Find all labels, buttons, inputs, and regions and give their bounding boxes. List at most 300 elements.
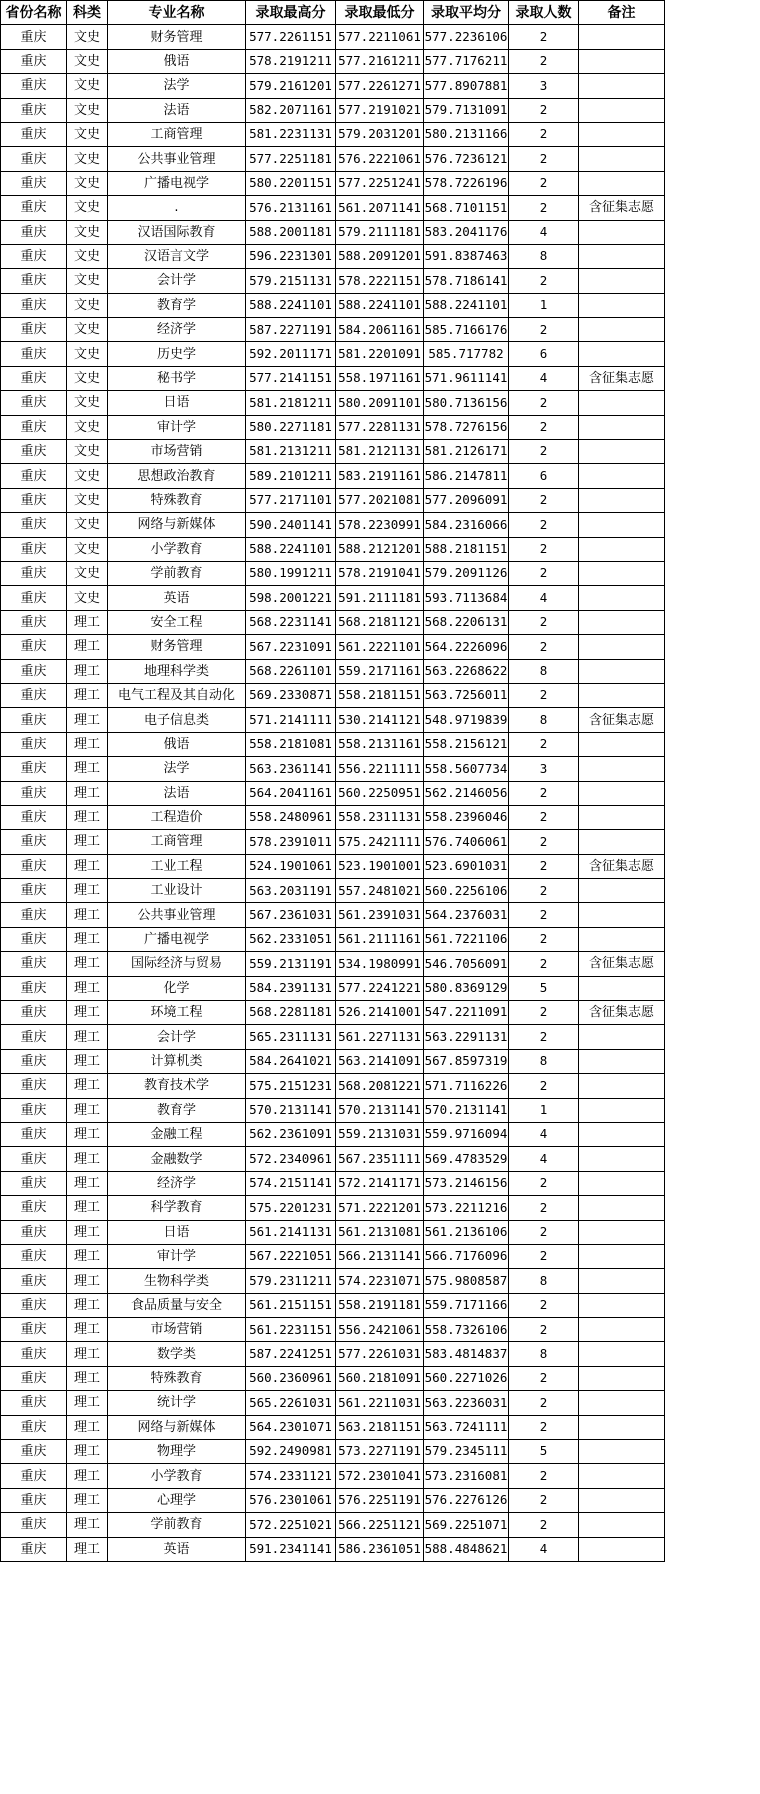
cell-max-score: 596.2231301 [246, 244, 336, 268]
table-row [1, 1293, 665, 1317]
cell-province: 重庆 [1, 854, 67, 878]
cell-major: 俄语 [108, 732, 246, 756]
cell-province: 重庆 [1, 1464, 67, 1488]
table-row [1, 1098, 665, 1122]
table-row [1, 1440, 665, 1464]
cell-avg-score: 564.2226096 [424, 635, 509, 659]
cell-major: 审计学 [108, 1244, 246, 1268]
cell-max-score: 576.2301061 [246, 1488, 336, 1512]
cell-min-score: 591.2111181 [336, 586, 424, 610]
cell-category: 文史 [67, 366, 108, 390]
table-row [1, 1415, 665, 1439]
cell-max-score: 568.2261101 [246, 659, 336, 683]
cell-max-score: 581.2181211 [246, 391, 336, 415]
cell-admitted-count: 2 [509, 415, 579, 439]
cell-admitted-count: 2 [509, 196, 579, 220]
cell-admitted-count: 2 [509, 1074, 579, 1098]
table-row [1, 879, 665, 903]
cell-major: 日语 [108, 1220, 246, 1244]
cell-note [579, 244, 665, 268]
table-row [1, 488, 665, 512]
cell-min-score: 556.2211111 [336, 757, 424, 781]
cell-avg-score: 568.2206131 [424, 610, 509, 634]
cell-admitted-count: 8 [509, 1269, 579, 1293]
header-min-score: 录取最低分 [336, 1, 424, 25]
cell-category: 文史 [67, 269, 108, 293]
cell-note [579, 903, 665, 927]
cell-max-score: 570.2131141 [246, 1098, 336, 1122]
cell-admitted-count: 2 [509, 488, 579, 512]
cell-category: 理工 [67, 708, 108, 732]
cell-min-score: 561.2131081 [336, 1220, 424, 1244]
cell-category: 文史 [67, 293, 108, 317]
cell-avg-score: 584.2316066 [424, 513, 509, 537]
cell-category: 文史 [67, 122, 108, 146]
cell-admitted-count: 2 [509, 1318, 579, 1342]
cell-category: 文史 [67, 244, 108, 268]
cell-max-score: 572.2340961 [246, 1147, 336, 1171]
cell-province: 重庆 [1, 25, 67, 49]
cell-category: 理工 [67, 1098, 108, 1122]
table-row [1, 1391, 665, 1415]
cell-admitted-count: 3 [509, 74, 579, 98]
cell-min-score: 526.2141001 [336, 1001, 424, 1025]
cell-avg-score: 563.2291131 [424, 1025, 509, 1049]
cell-category: 理工 [67, 1147, 108, 1171]
cell-province: 重庆 [1, 708, 67, 732]
cell-admitted-count: 8 [509, 244, 579, 268]
cell-category: 理工 [67, 1220, 108, 1244]
cell-max-score: 524.1901061 [246, 854, 336, 878]
cell-min-score: 570.2131141 [336, 1098, 424, 1122]
cell-note [579, 318, 665, 342]
cell-min-score: 577.2241221 [336, 976, 424, 1000]
cell-major: 秘书学 [108, 366, 246, 390]
cell-category: 文史 [67, 342, 108, 366]
cell-min-score: 578.2230991 [336, 513, 424, 537]
cell-major: 广播电视学 [108, 171, 246, 195]
table-row [1, 830, 665, 854]
cell-major: 市场营销 [108, 1318, 246, 1342]
cell-category: 理工 [67, 805, 108, 829]
cell-major: 汉语国际教育 [108, 220, 246, 244]
cell-province: 重庆 [1, 318, 67, 342]
header-note: 备注 [579, 1, 665, 25]
cell-admitted-count: 2 [509, 318, 579, 342]
table-row [1, 318, 665, 342]
cell-note: 含征集志愿 [579, 708, 665, 732]
cell-avg-score: 585.7166176 [424, 318, 509, 342]
cell-note [579, 391, 665, 415]
cell-province: 重庆 [1, 1269, 67, 1293]
cell-category: 文史 [67, 513, 108, 537]
table-row [1, 1220, 665, 1244]
table-row [1, 1001, 665, 1025]
cell-min-score: 577.2161211 [336, 49, 424, 73]
cell-admitted-count: 2 [509, 683, 579, 707]
table-row [1, 927, 665, 951]
cell-max-score: 581.2231131 [246, 122, 336, 146]
cell-avg-score: 576.7236121 [424, 147, 509, 171]
cell-max-score: 567.2361031 [246, 903, 336, 927]
table-row [1, 391, 665, 415]
cell-min-score: 559.2131031 [336, 1122, 424, 1146]
table-row [1, 805, 665, 829]
cell-note [579, 1415, 665, 1439]
cell-province: 重庆 [1, 1318, 67, 1342]
cell-province: 重庆 [1, 49, 67, 73]
cell-admitted-count: 2 [509, 147, 579, 171]
cell-category: 理工 [67, 830, 108, 854]
cell-note [579, 1513, 665, 1537]
table-row [1, 25, 665, 49]
cell-note [579, 171, 665, 195]
cell-avg-score: 547.2211091 [424, 1001, 509, 1025]
cell-avg-score: 563.7241111 [424, 1415, 509, 1439]
cell-avg-score: 561.2136106 [424, 1220, 509, 1244]
cell-max-score: 558.2480961 [246, 805, 336, 829]
cell-note [579, 1342, 665, 1366]
cell-admitted-count: 4 [509, 220, 579, 244]
cell-category: 文史 [67, 318, 108, 342]
cell-note [579, 1440, 665, 1464]
cell-max-score: 562.2361091 [246, 1122, 336, 1146]
cell-major: 教育技术学 [108, 1074, 246, 1098]
cell-province: 重庆 [1, 1025, 67, 1049]
cell-min-score: 558.2131161 [336, 732, 424, 756]
cell-note [579, 1098, 665, 1122]
cell-admitted-count: 2 [509, 781, 579, 805]
cell-note [579, 293, 665, 317]
cell-major: 数学类 [108, 1342, 246, 1366]
cell-max-score: 564.2301071 [246, 1415, 336, 1439]
cell-category: 理工 [67, 1464, 108, 1488]
cell-category: 文史 [67, 586, 108, 610]
cell-major: 国际经济与贸易 [108, 952, 246, 976]
cell-min-score: 588.2121201 [336, 537, 424, 561]
cell-min-score: 580.2091101 [336, 391, 424, 415]
cell-province: 重庆 [1, 1049, 67, 1073]
table-row [1, 440, 665, 464]
table-row [1, 976, 665, 1000]
cell-avg-score: 558.2156121 [424, 732, 509, 756]
cell-province: 重庆 [1, 220, 67, 244]
cell-max-score: 572.2251021 [246, 1513, 336, 1537]
cell-min-score: 561.2391031 [336, 903, 424, 927]
cell-category: 理工 [67, 1171, 108, 1195]
cell-note [579, 683, 665, 707]
cell-admitted-count: 2 [509, 537, 579, 561]
cell-min-score: 576.2221061 [336, 147, 424, 171]
cell-major: 法语 [108, 781, 246, 805]
cell-category: 理工 [67, 1513, 108, 1537]
cell-admitted-count: 2 [509, 903, 579, 927]
cell-note [579, 1537, 665, 1561]
cell-province: 重庆 [1, 1440, 67, 1464]
cell-major: 统计学 [108, 1391, 246, 1415]
cell-province: 重庆 [1, 1171, 67, 1195]
cell-province: 重庆 [1, 171, 67, 195]
cell-category: 文史 [67, 147, 108, 171]
cell-admitted-count: 4 [509, 586, 579, 610]
cell-max-score: 561.2231151 [246, 1318, 336, 1342]
cell-province: 重庆 [1, 1342, 67, 1366]
cell-category: 理工 [67, 1488, 108, 1512]
cell-note: 含征集志愿 [579, 1001, 665, 1025]
cell-category: 文史 [67, 220, 108, 244]
table-row [1, 854, 665, 878]
cell-min-score: 566.2251121 [336, 1513, 424, 1537]
table-row [1, 903, 665, 927]
cell-admitted-count: 2 [509, 879, 579, 903]
cell-category: 理工 [67, 1342, 108, 1366]
cell-avg-score: 586.2147811 [424, 464, 509, 488]
cell-province: 重庆 [1, 342, 67, 366]
cell-province: 重庆 [1, 293, 67, 317]
cell-avg-score: 591.8387463 [424, 244, 509, 268]
cell-admitted-count: 2 [509, 513, 579, 537]
cell-major: 特殊教育 [108, 1366, 246, 1390]
table-row [1, 757, 665, 781]
cell-avg-score: 564.2376031 [424, 903, 509, 927]
cell-min-score: 577.2021081 [336, 488, 424, 512]
table-row [1, 781, 665, 805]
table-row [1, 1244, 665, 1268]
cell-admitted-count: 8 [509, 708, 579, 732]
cell-max-score: 561.2151151 [246, 1293, 336, 1317]
cell-max-score: 577.2251181 [246, 147, 336, 171]
cell-note [579, 1025, 665, 1049]
cell-note [579, 269, 665, 293]
cell-major: 广播电视学 [108, 927, 246, 951]
cell-max-score: 559.2131191 [246, 952, 336, 976]
cell-province: 重庆 [1, 269, 67, 293]
cell-avg-score: 559.7171166 [424, 1293, 509, 1317]
cell-avg-score: 579.7131091 [424, 98, 509, 122]
cell-major: 网络与新媒体 [108, 1415, 246, 1439]
cell-category: 理工 [67, 952, 108, 976]
cell-admitted-count: 1 [509, 293, 579, 317]
cell-max-score: 577.2261151 [246, 25, 336, 49]
cell-note [579, 98, 665, 122]
cell-admitted-count: 1 [509, 1098, 579, 1122]
cell-min-score: 578.2191041 [336, 561, 424, 585]
cell-min-score: 556.2421061 [336, 1318, 424, 1342]
cell-min-score: 534.1980991 [336, 952, 424, 976]
cell-min-score: 576.2251191 [336, 1488, 424, 1512]
cell-admitted-count: 6 [509, 342, 579, 366]
cell-avg-score: 593.7113684 [424, 586, 509, 610]
cell-admitted-count: 3 [509, 757, 579, 781]
cell-province: 重庆 [1, 903, 67, 927]
cell-province: 重庆 [1, 635, 67, 659]
cell-min-score: 561.2211031 [336, 1391, 424, 1415]
header-province: 省份名称 [1, 1, 67, 25]
cell-note: 含征集志愿 [579, 196, 665, 220]
table-row [1, 1342, 665, 1366]
cell-avg-score: 560.2271026 [424, 1366, 509, 1390]
cell-category: 理工 [67, 683, 108, 707]
cell-note [579, 1196, 665, 1220]
cell-admitted-count: 2 [509, 269, 579, 293]
cell-major: 会计学 [108, 269, 246, 293]
cell-major: 教育学 [108, 293, 246, 317]
table-row [1, 1464, 665, 1488]
cell-province: 重庆 [1, 488, 67, 512]
cell-province: 重庆 [1, 879, 67, 903]
cell-admitted-count: 2 [509, 391, 579, 415]
header-category: 科类 [67, 1, 108, 25]
cell-province: 重庆 [1, 732, 67, 756]
cell-min-score: 561.2221101 [336, 635, 424, 659]
cell-category: 理工 [67, 1440, 108, 1464]
cell-avg-score: 558.7326106 [424, 1318, 509, 1342]
cell-province: 重庆 [1, 391, 67, 415]
cell-major: 俄语 [108, 49, 246, 73]
table-row [1, 635, 665, 659]
cell-province: 重庆 [1, 98, 67, 122]
table-row [1, 952, 665, 976]
cell-max-score: 589.2101211 [246, 464, 336, 488]
cell-category: 理工 [67, 1049, 108, 1073]
table-row [1, 1318, 665, 1342]
cell-admitted-count: 2 [509, 927, 579, 951]
table-row [1, 1074, 665, 1098]
cell-province: 重庆 [1, 927, 67, 951]
table-row [1, 1025, 665, 1049]
cell-max-score: 580.2271181 [246, 415, 336, 439]
cell-admitted-count: 4 [509, 1537, 579, 1561]
cell-avg-score: 577.2236106 [424, 25, 509, 49]
cell-note [579, 586, 665, 610]
table-row [1, 1537, 665, 1561]
cell-max-score: 563.2031191 [246, 879, 336, 903]
cell-note: 含征集志愿 [579, 952, 665, 976]
cell-max-score: 588.2241101 [246, 537, 336, 561]
cell-category: 理工 [67, 1074, 108, 1098]
cell-avg-score: 576.2276126 [424, 1488, 509, 1512]
table-row [1, 415, 665, 439]
cell-province: 重庆 [1, 586, 67, 610]
cell-admitted-count: 2 [509, 1025, 579, 1049]
cell-major: 工业工程 [108, 854, 246, 878]
cell-max-score: 582.2071161 [246, 98, 336, 122]
cell-note [579, 25, 665, 49]
cell-category: 文史 [67, 98, 108, 122]
cell-note [579, 1488, 665, 1512]
cell-max-score: 565.2311131 [246, 1025, 336, 1049]
cell-note: 含征集志愿 [579, 366, 665, 390]
cell-avg-score: 563.7256011 [424, 683, 509, 707]
cell-category: 文史 [67, 25, 108, 49]
cell-province: 重庆 [1, 1220, 67, 1244]
cell-admitted-count: 2 [509, 1391, 579, 1415]
cell-category: 理工 [67, 610, 108, 634]
cell-max-score: 579.2161201 [246, 74, 336, 98]
cell-category: 理工 [67, 1244, 108, 1268]
cell-admitted-count: 4 [509, 1147, 579, 1171]
cell-max-score: 575.2201231 [246, 1196, 336, 1220]
cell-avg-score: 569.4783529 [424, 1147, 509, 1171]
cell-avg-score: 563.2268622 [424, 659, 509, 683]
cell-max-score: 580.1991211 [246, 561, 336, 585]
cell-max-score: 574.2151141 [246, 1171, 336, 1195]
cell-min-score: 558.1971161 [336, 366, 424, 390]
cell-admitted-count: 2 [509, 561, 579, 585]
cell-max-score: 567.2231091 [246, 635, 336, 659]
cell-min-score: 583.2191161 [336, 464, 424, 488]
cell-category: 理工 [67, 1269, 108, 1293]
cell-avg-score: 569.2251071 [424, 1513, 509, 1537]
cell-avg-score: 579.2345111 [424, 1440, 509, 1464]
cell-min-score: 581.2201091 [336, 342, 424, 366]
cell-min-score: 530.2141121 [336, 708, 424, 732]
cell-max-score: 581.2131211 [246, 440, 336, 464]
cell-min-score: 574.2231071 [336, 1269, 424, 1293]
cell-province: 重庆 [1, 1537, 67, 1561]
cell-min-score: 577.2211061 [336, 25, 424, 49]
cell-note [579, 927, 665, 951]
cell-admitted-count: 5 [509, 1440, 579, 1464]
cell-major: 公共事业管理 [108, 903, 246, 927]
table-row [1, 708, 665, 732]
cell-province: 重庆 [1, 610, 67, 634]
table-row [1, 537, 665, 561]
cell-avg-score: 579.2091126 [424, 561, 509, 585]
cell-note [579, 830, 665, 854]
table-row [1, 122, 665, 146]
cell-avg-score: 580.7136156 [424, 391, 509, 415]
cell-min-score: 586.2361051 [336, 1537, 424, 1561]
cell-min-score: 561.2271131 [336, 1025, 424, 1049]
cell-max-score: 587.2271191 [246, 318, 336, 342]
cell-admitted-count: 4 [509, 366, 579, 390]
cell-max-score: 588.2001181 [246, 220, 336, 244]
cell-min-score: 571.2221201 [336, 1196, 424, 1220]
cell-admitted-count: 2 [509, 440, 579, 464]
cell-max-score: 598.2001221 [246, 586, 336, 610]
cell-province: 重庆 [1, 781, 67, 805]
cell-note [579, 781, 665, 805]
cell-avg-score: 558.2396046 [424, 805, 509, 829]
cell-major: 地理科学类 [108, 659, 246, 683]
cell-province: 重庆 [1, 561, 67, 585]
cell-category: 文史 [67, 464, 108, 488]
cell-min-score: 561.2111161 [336, 927, 424, 951]
cell-category: 文史 [67, 561, 108, 585]
cell-note [579, 1244, 665, 1268]
cell-note [579, 1366, 665, 1390]
cell-max-score: 579.2151131 [246, 269, 336, 293]
cell-category: 理工 [67, 781, 108, 805]
cell-max-score: 560.2360961 [246, 1366, 336, 1390]
cell-min-score: 563.2181151 [336, 1415, 424, 1439]
cell-note [579, 537, 665, 561]
header-major: 专业名称 [108, 1, 246, 25]
table-row [1, 196, 665, 220]
cell-major: 工程造价 [108, 805, 246, 829]
cell-note [579, 1220, 665, 1244]
cell-admitted-count: 4 [509, 1122, 579, 1146]
cell-note [579, 1171, 665, 1195]
cell-category: 理工 [67, 732, 108, 756]
cell-major: 化学 [108, 976, 246, 1000]
cell-province: 重庆 [1, 1415, 67, 1439]
cell-province: 重庆 [1, 976, 67, 1000]
cell-min-score: 568.2081221 [336, 1074, 424, 1098]
cell-note [579, 1391, 665, 1415]
cell-major: 特殊教育 [108, 488, 246, 512]
